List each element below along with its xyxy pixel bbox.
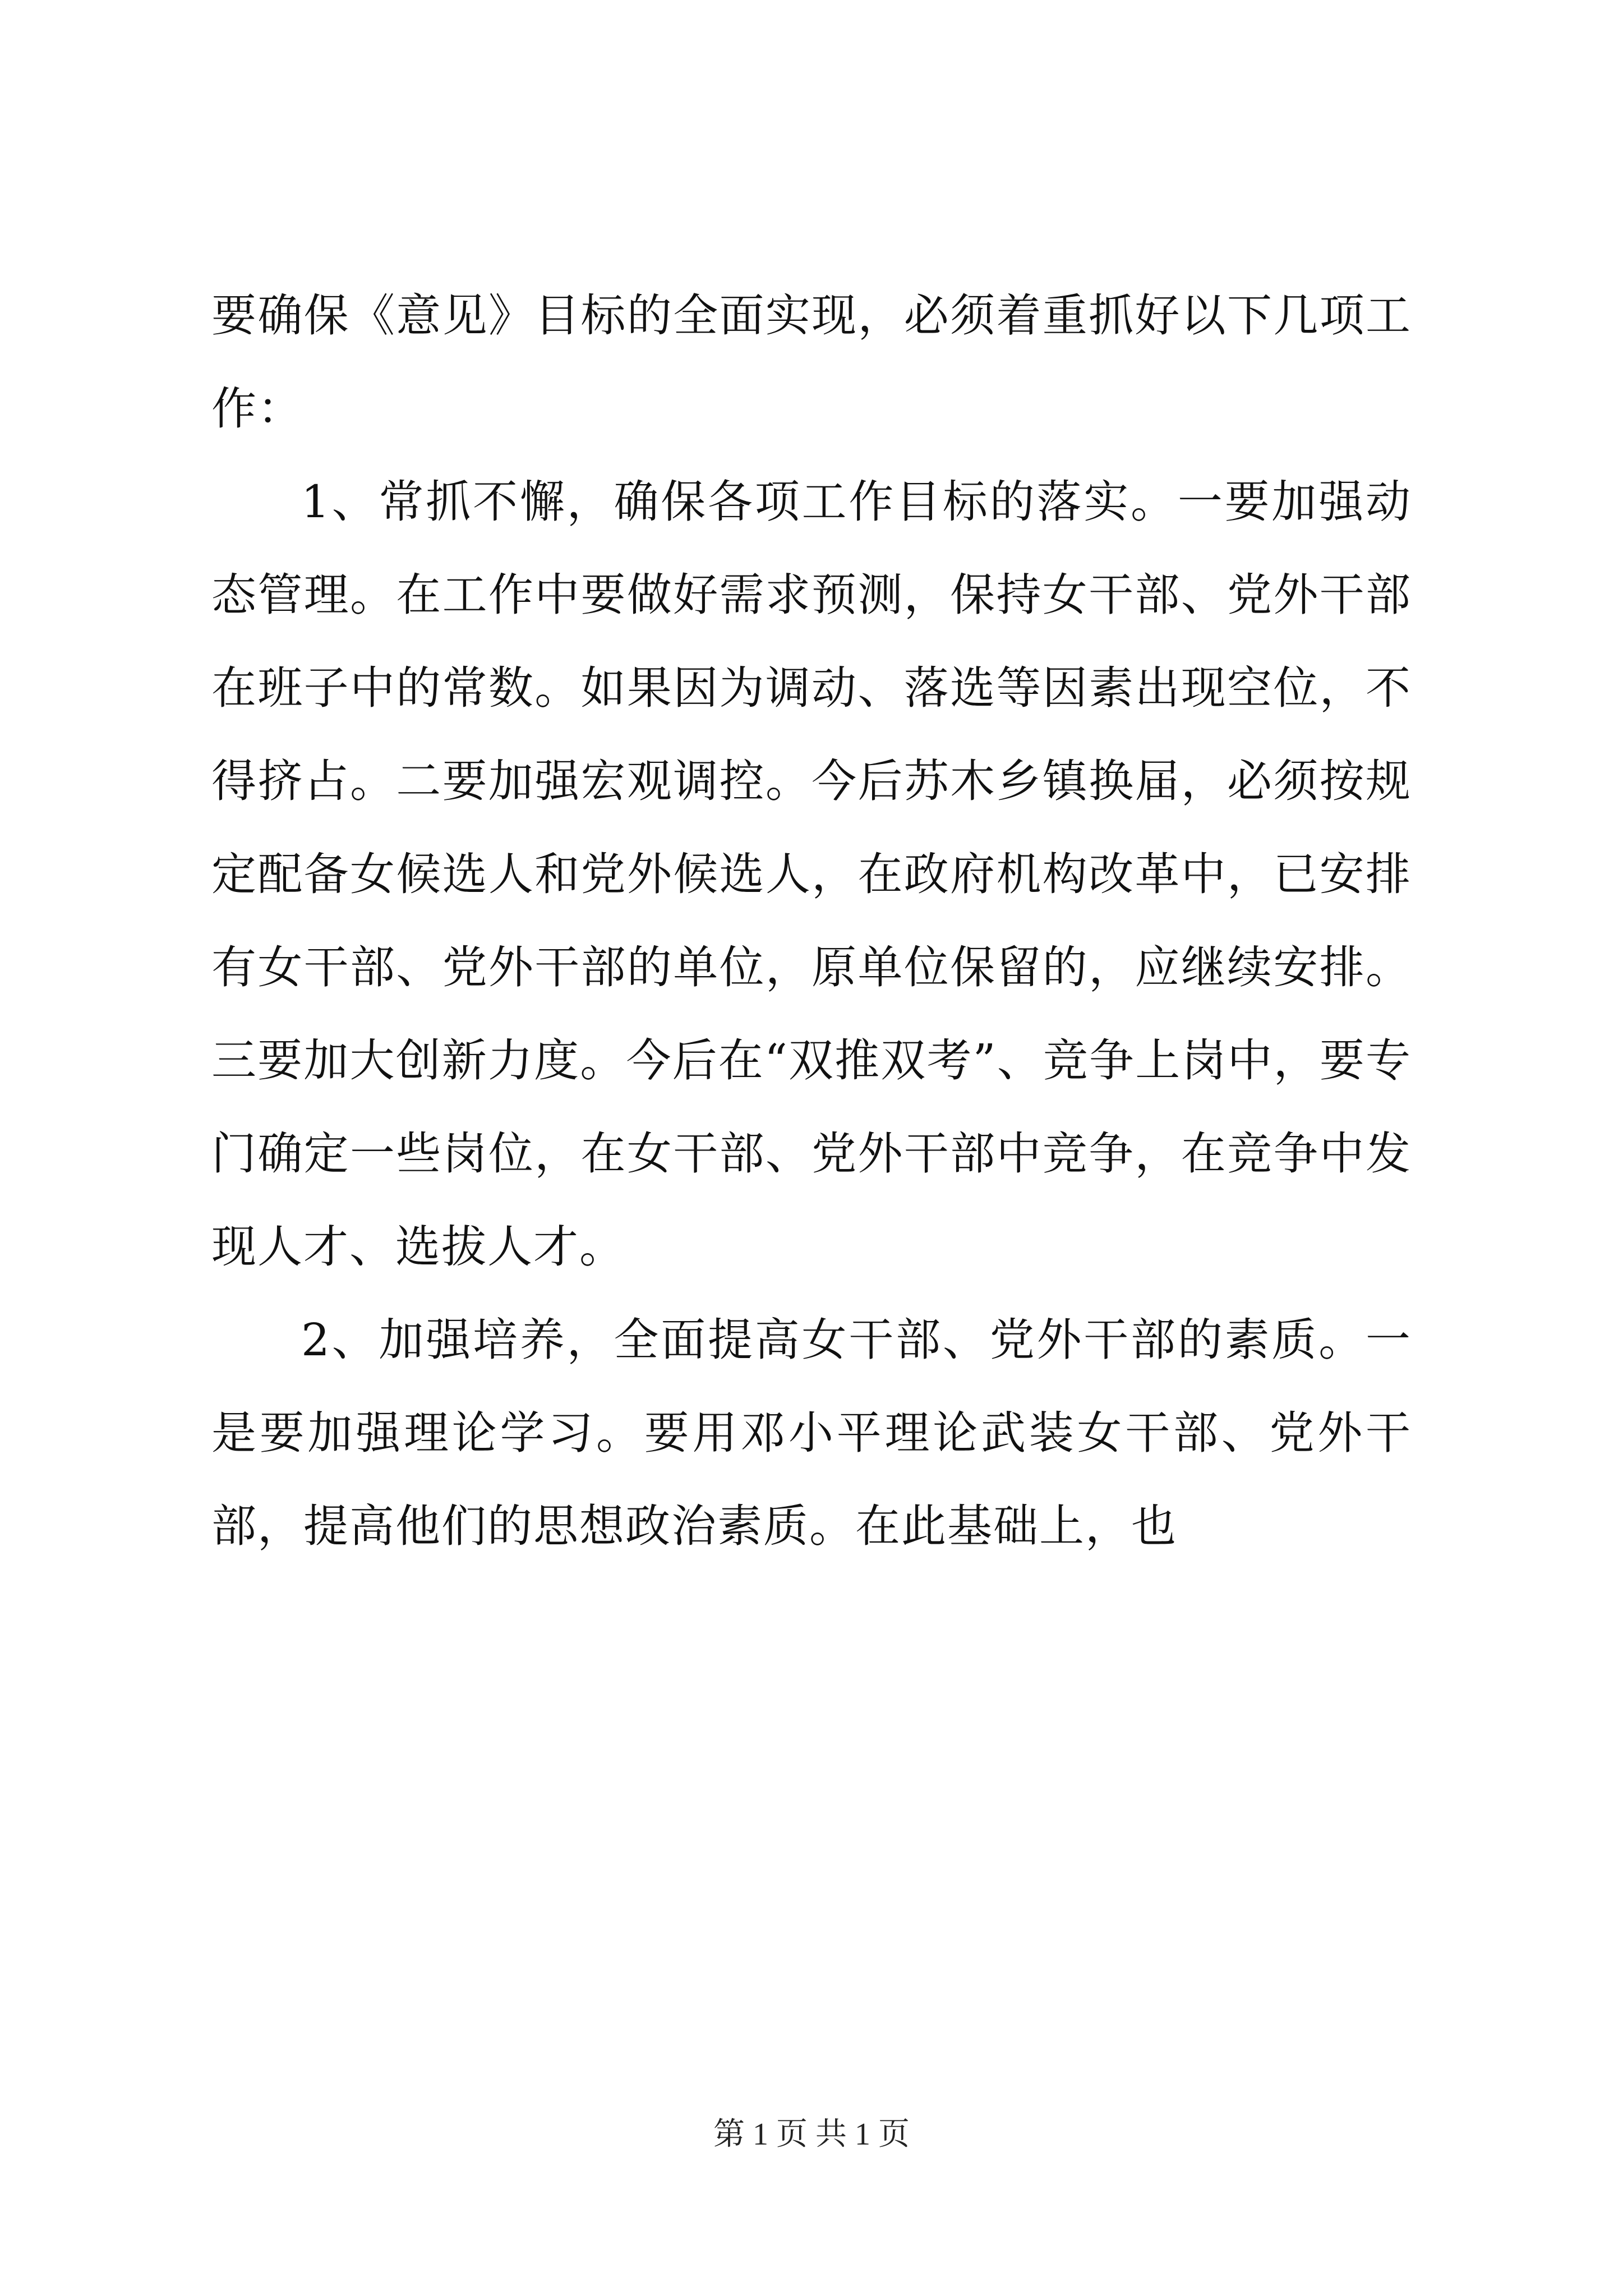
page-footer: 第 1 页 共 1 页 bbox=[713, 2117, 910, 2152]
intro-paragraph: 要确保《意见》目标的全面实现，必须着重抓好以下几项工作： bbox=[211, 289, 1412, 435]
document-body bbox=[211, 269, 1412, 1573]
paragraph-item-2: 2、加强培养，全面提高女干部、党外干部的素质。一是要加强理论学习。要用邓小平理论武装女干部、党外干部，提高他们的思想政治素质。在此基础上，也 bbox=[211, 1314, 1412, 1552]
paragraph-item-1: 1、常抓不懈，确保各项工作目标的落实。一要加强动态管理。在工作中要做好需求预测，保持女干部、党外干部在班子中的常数。如果因为调动、落选等因素出现空位，不得挤占。二要加强宏观调控。今后苏木乡镇换届，必须按规定配备女候选人和党外候选人，在政府机构改革中，已安排有女干部、党外干部的单位，原单位保留的，应继续安排。三要加大创新力度。今后在“双推双考”、竞争上岗中，要专门确定一些岗位，在女干部、党外干部中竞争，在竞争中发现人才、选拔人才。 bbox=[211, 476, 1412, 1273]
